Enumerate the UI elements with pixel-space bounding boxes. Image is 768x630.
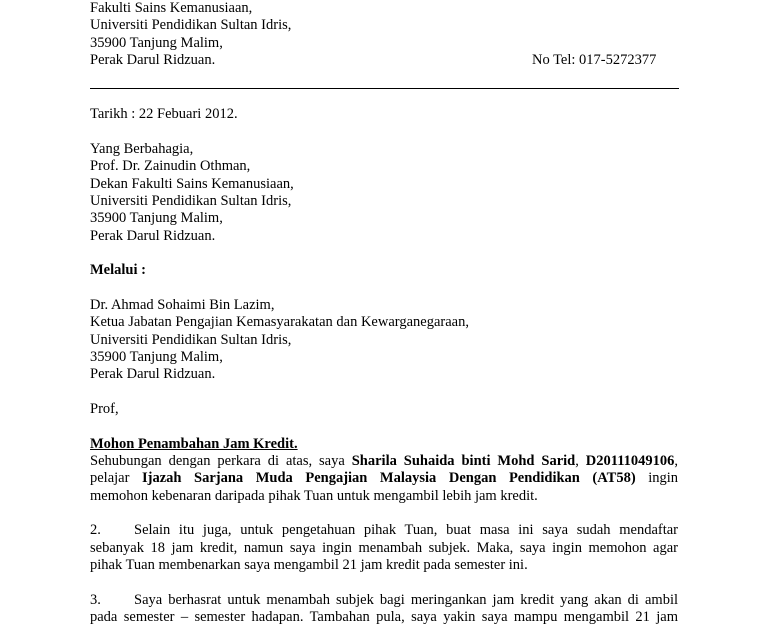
sender-address-line: 35900 Tanjung Malim,: [90, 35, 223, 51]
recipient-line: Yang Berbahagia,: [90, 141, 194, 157]
para1-line: pelajar Ijazah Sarjana Muda Pengajian Malaysia Dengan Pendidikan (AT58) ingin: [90, 470, 679, 486]
para1-line: memohon kebenaran daripada pihak Tuan untuk mengambil lebih jam kredit.: [90, 488, 538, 504]
via-line: Universiti Pendidikan Sultan Idris,: [90, 332, 292, 348]
para2-line: sebanyak 18 jam kredit, namun saya ingin menambah subjek. Maka, saya ingin memohon agar: [90, 540, 678, 556]
para2-line: pihak Tuan membenarkan saya mengambil 21 jam kredit pada semester ini.: [90, 557, 528, 573]
salutation: Prof,: [90, 401, 119, 417]
via-line: Dr. Ahmad Sohaimi Bin Lazim,: [90, 297, 275, 313]
para3-number: 3.: [90, 592, 101, 608]
para3-line: pada semester – semester hadapan. Tambahan pula, saya yakin saya mampu mengambil 21 jam: [90, 609, 678, 625]
recipient-line: Prof. Dr. Zainudin Othman,: [90, 158, 251, 174]
recipient-line: Dekan Fakulti Sains Kemanusiaan,: [90, 176, 294, 192]
via-line: Ketua Jabatan Pengajian Kemasyarakatan dan Kewarganegaraan,: [90, 314, 469, 330]
sender-address-line: Perak Darul Ridzuan.: [90, 52, 216, 68]
header-divider: [90, 88, 679, 89]
via-line: Perak Darul Ridzuan.: [90, 366, 216, 382]
recipient-line: Perak Darul Ridzuan.: [90, 228, 216, 244]
letter-subject: Mohon Penambahan Jam Kredit.: [90, 436, 298, 452]
sender-phone: No Tel: 017-5272377: [532, 52, 657, 68]
para2-line: 2. Selain itu juga, untuk pengetahuan pihak Tuan, buat masa ini saya sudah mendaftar: [90, 522, 678, 538]
letter-date: Tarikh : 22 Febuari 2012.: [90, 106, 238, 122]
para3-line: 3. Saya berhasrat untuk menambah subjek bagi meringankan jam kredit yang akan di ambil: [90, 592, 678, 608]
via-line: 35900 Tanjung Malim,: [90, 349, 223, 365]
recipient-line: Universiti Pendidikan Sultan Idris,: [90, 193, 292, 209]
recipient-line: 35900 Tanjung Malim,: [90, 210, 223, 226]
via-label: Melalui :: [90, 262, 146, 278]
para2-number: 2.: [90, 522, 101, 538]
para1-line: Sehubungan dengan perkara di atas, saya Sharila Suhaida binti Mohd Sarid, D20111049106,: [90, 453, 679, 469]
sender-address-line: Fakulti Sains Kemanusiaan,: [90, 0, 253, 16]
sender-address-line: Universiti Pendidikan Sultan Idris,: [90, 17, 292, 33]
